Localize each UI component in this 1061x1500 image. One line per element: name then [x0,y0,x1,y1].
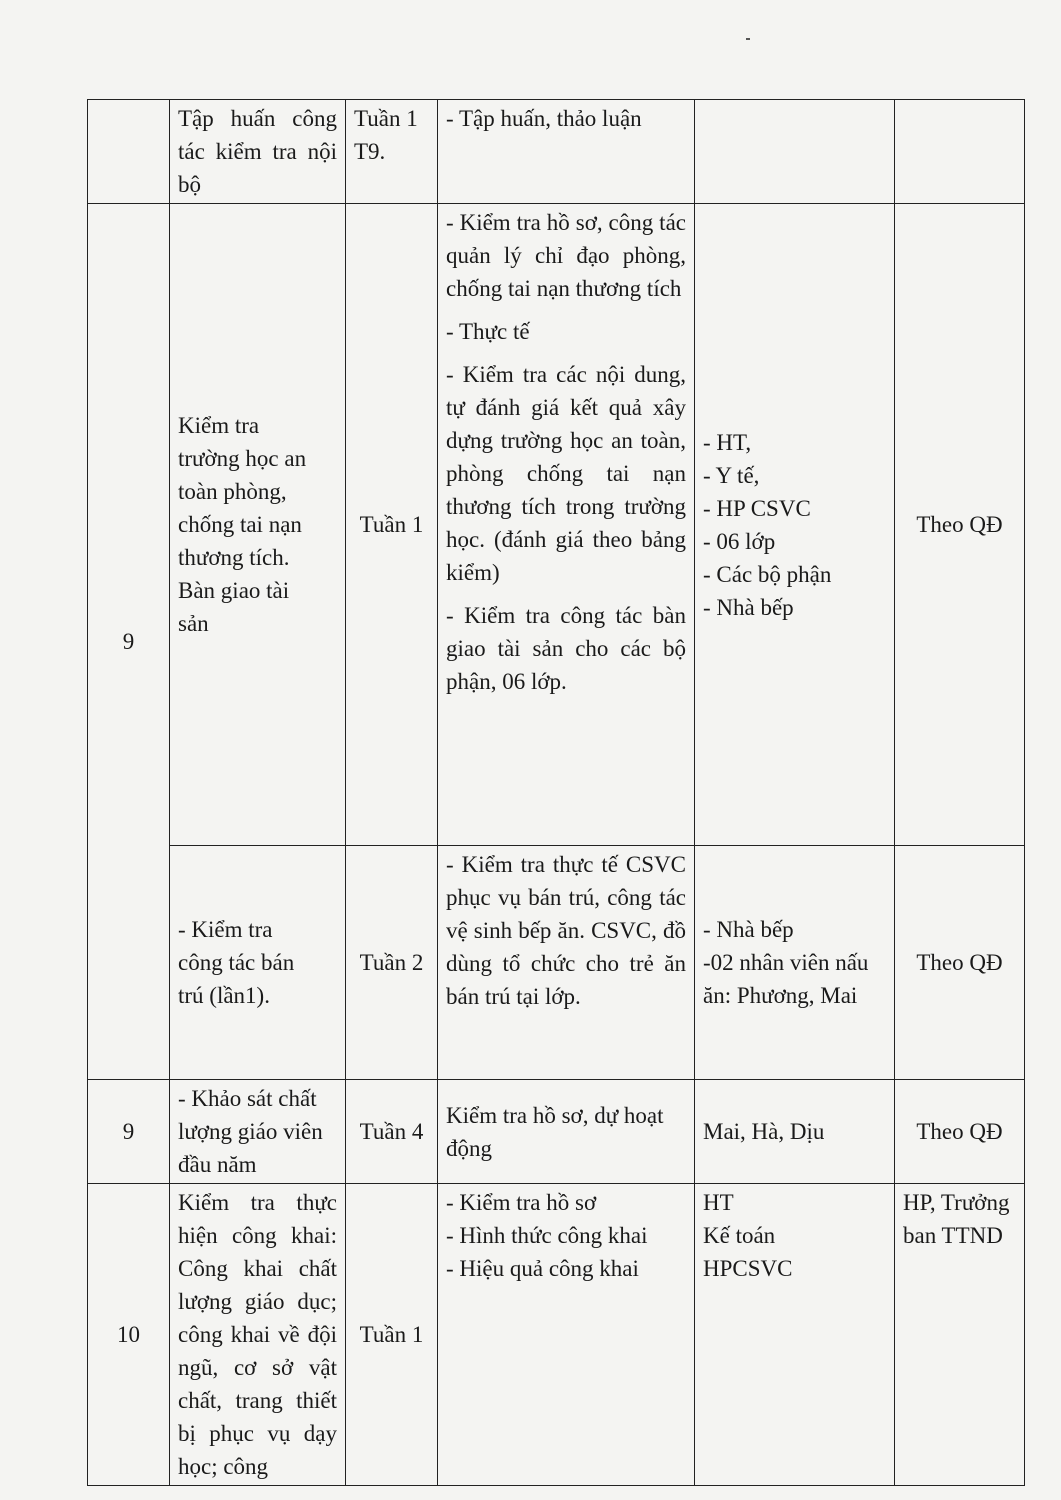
topic-line: - Kiểm tra [178,917,273,942]
inspection-content [438,204,695,846]
participant: - Các bộ phận [703,561,832,587]
participant: - 06 lớp [703,528,776,554]
inspection-content [438,100,695,204]
participant: - HT, [703,429,752,455]
topic-line: sản [178,611,209,636]
inspection-topic [170,846,346,1080]
inspection-plan-table [87,99,1025,1486]
topic-text: - Khảo sát chất lượng giáo viên đầu năm [178,1086,323,1177]
inspection-content [438,846,695,1080]
row-number: 10 [88,1184,170,1486]
topic-line: Bàn giao tài [178,578,290,603]
topic-line: toàn phòng, [178,479,287,504]
participant: - Nhà bếp [703,594,794,620]
inspection-content [438,1080,695,1184]
inspection-topic [170,1184,346,1486]
inspection-topic [170,204,346,846]
content-item: - Kiểm tra công tác bàn giao tài sản cho các bộ phận, 06 lớp. [446,603,686,694]
topic-text: Kiểm tra thực hiện công khai: Công khai chất lượng giáo dục; công khai về đội ngũ, cơ sở vật chất, trang thiết bị phục vụ dạy học; công [178,1190,337,1479]
table-row [88,204,1025,846]
participants [695,1184,895,1486]
participants [695,846,895,1080]
content-text: - Tập huấn, thảo luận [446,106,642,131]
participants [695,100,895,204]
content-item: - Hình thức công khai [446,1223,648,1248]
row-number: 9 [88,204,170,1080]
scan-mark [746,38,750,40]
participant: -02 nhân viên nấu ăn: Phương, Mai [703,950,869,1008]
topic-line: trú (lần1). [178,983,270,1008]
topic-line: trường học an [178,446,307,471]
content-text: Kiểm tra hồ sơ, dự hoạt động [446,1102,664,1161]
topic-line: chống tai nạn [178,512,302,537]
participant: HPCSVC [703,1256,793,1281]
participant: Mai, Hà, Dịu [703,1119,825,1144]
note: Theo QĐ [895,204,1025,846]
topic-line: thương tích. [178,545,290,570]
table-row [88,1184,1025,1486]
participant: - HP CSVC [703,495,811,521]
note: Theo QĐ [895,1080,1025,1184]
topic-line: Kiểm tra [178,413,260,438]
content-item: - Hiệu quả công khai [446,1256,639,1281]
inspection-time: Tuần 2 [346,846,438,1080]
inspection-time: Tuần 4 [346,1080,438,1184]
table-row [88,846,1025,1080]
inspection-time: Tuần 1 T9. [346,100,438,204]
topic-line: công tác bán [178,950,295,975]
note: Theo QĐ [895,846,1025,1080]
participants [695,204,895,846]
topic-text: Tập huấn công tác kiểm tra nội bộ [178,106,337,197]
content-item: - Kiểm tra các nội dung, tự đánh giá kết quả xây dựng trường học an toàn, phòng chống tai nạn thương tích trong trường học. (đánh giá theo bảng kiểm) [446,362,686,585]
table-row [88,1080,1025,1184]
participant: HT [703,1190,734,1215]
table-row [88,100,1025,204]
inspection-time: Tuần 1 [346,1184,438,1486]
note: HP, Trưởng ban TTND [895,1184,1025,1486]
content-text: - Kiểm tra thực tế CSVC phục vụ bán trú, công tác vệ sinh bếp ăn. CSVC, đồ dùng tổ chức cho trẻ ăn bán trú tại lớp. [446,852,686,1009]
content-item: - Kiểm tra hồ sơ [446,1190,597,1215]
row-number: 9 [88,1080,170,1184]
row-number [88,100,170,204]
participants [695,1080,895,1184]
inspection-topic [170,100,346,204]
inspection-content [438,1184,695,1486]
participant: - Y tế, [703,462,760,488]
content-item: - Thực tế [446,319,530,344]
inspection-topic [170,1080,346,1184]
content-item: - Kiểm tra hồ sơ, công tác quản lý chỉ đạo phòng, chống tai nạn thương tích [446,210,686,301]
participant: Kế toán [703,1223,776,1248]
inspection-time: Tuần 1 [346,204,438,846]
participant: - Nhà bếp [703,917,794,942]
note [895,100,1025,204]
